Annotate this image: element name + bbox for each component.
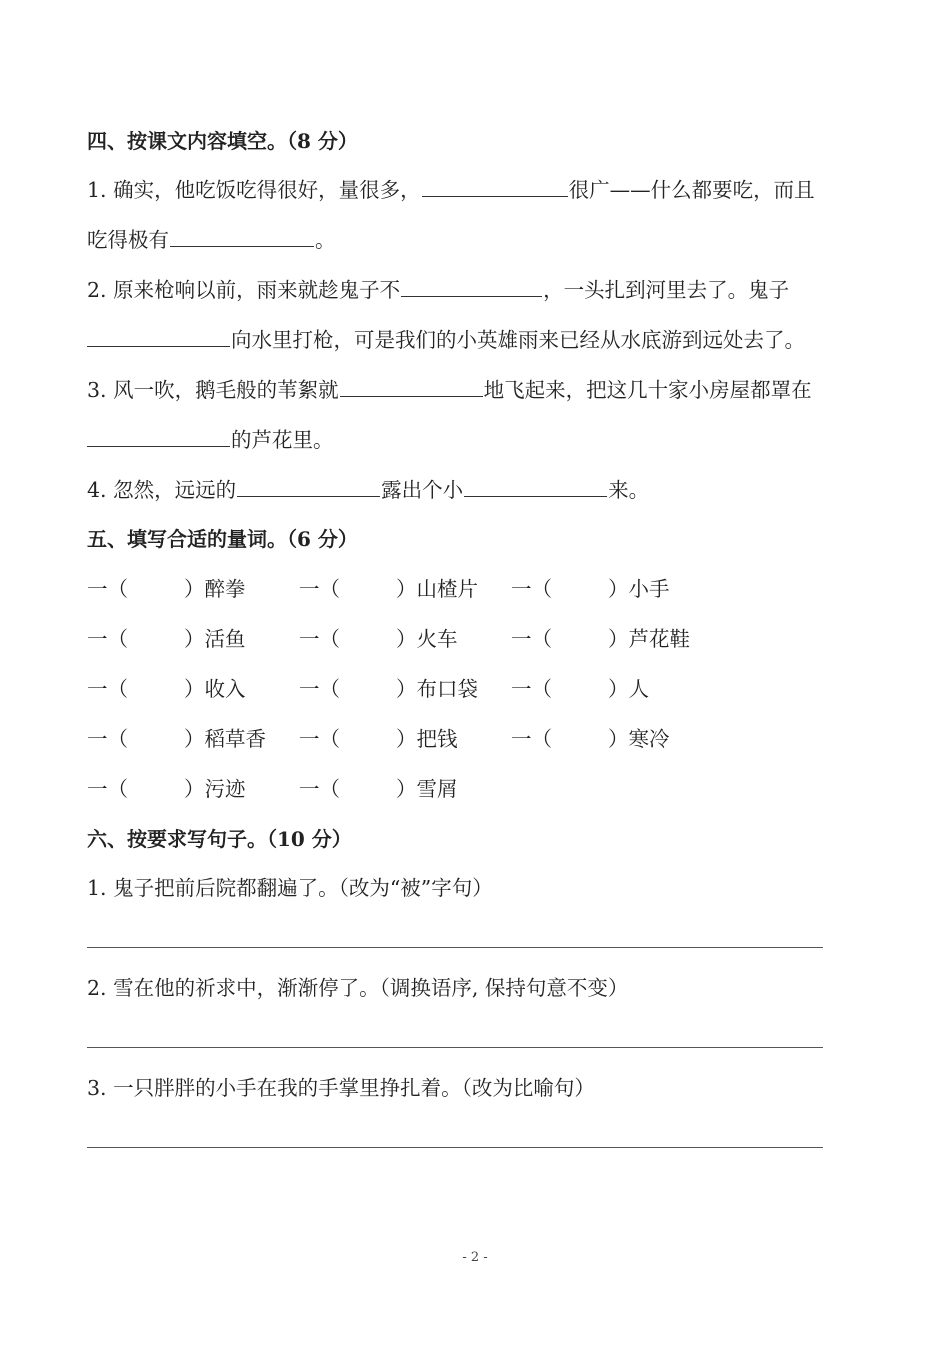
question-4-3-line-1 — [87, 377, 812, 403]
measure-word-item[interactable] — [511, 676, 649, 702]
measure-word-item[interactable] — [511, 626, 690, 652]
mw-noun: 人 — [628, 677, 649, 701]
mw-prefix: 一（ — [87, 677, 128, 701]
question-4-4 — [87, 477, 649, 503]
mw-noun: 小手 — [628, 577, 670, 601]
mw-noun: 雪屑 — [416, 777, 458, 801]
mw-prefix: 一（ — [511, 627, 552, 651]
fill-blank[interactable] — [464, 478, 607, 497]
question-4-2-line-2 — [87, 327, 805, 353]
q4-3-text-b: 地飞起来，把这几十家小房屋都罩在 — [483, 378, 812, 402]
answer-line[interactable] — [87, 947, 823, 948]
q4-4-text-c: 来。 — [608, 478, 650, 502]
mw-close: ） — [608, 627, 629, 651]
q4-4-text-a: 4. 忽然，远远的 — [87, 478, 237, 502]
measure-word-item[interactable] — [511, 726, 670, 752]
measure-word-item[interactable] — [299, 626, 458, 652]
question-4-1-line-1 — [87, 177, 815, 203]
q4-1-text-c: 吃得极有 — [87, 228, 169, 252]
question-6-3: 3. 一只胖胖的小手在我的手掌里挣扎着。（改为比喻句） — [87, 1076, 595, 1100]
mw-close: ） — [184, 777, 205, 801]
fill-blank[interactable] — [422, 178, 568, 197]
mw-noun: 活鱼 — [204, 627, 246, 651]
mw-noun: 稻草香 — [204, 727, 266, 751]
measure-word-item[interactable] — [87, 776, 246, 802]
mw-close: ） — [184, 577, 205, 601]
mw-prefix: 一（ — [87, 577, 128, 601]
mw-close: ） — [396, 677, 417, 701]
question-6-1: 1. 鬼子把前后院都翻遍了。（改为“被”字句） — [87, 876, 493, 900]
measure-word-item[interactable] — [87, 576, 246, 602]
mw-noun: 污迹 — [204, 777, 246, 801]
fill-blank[interactable] — [401, 278, 542, 297]
mw-noun: 寒冷 — [628, 727, 670, 751]
q4-2-text-b: ，一头扎到河里去了。鬼子 — [543, 278, 790, 302]
mw-close: ） — [396, 577, 417, 601]
mw-close: ） — [396, 627, 417, 651]
q4-1-text-a: 1. 确实，他吃饭吃得很好，量很多， — [87, 178, 421, 202]
answer-line[interactable] — [87, 1147, 823, 1148]
mw-prefix: 一（ — [299, 627, 340, 651]
mw-noun: 醉拳 — [204, 577, 246, 601]
fill-blank[interactable] — [237, 478, 380, 497]
mw-noun: 把钱 — [416, 727, 458, 751]
measure-word-item[interactable] — [87, 726, 266, 752]
fill-blank[interactable] — [87, 428, 230, 447]
mw-noun: 布口袋 — [416, 677, 478, 701]
mw-prefix: 一（ — [299, 777, 340, 801]
section-4-heading: 四、按课文内容填空。（8 分） — [87, 129, 358, 153]
mw-close: ） — [608, 677, 629, 701]
q4-3-text-a: 3. 风一吹，鹅毛般的苇絮就 — [87, 378, 339, 402]
mw-prefix: 一（ — [299, 677, 340, 701]
mw-close: ） — [608, 577, 629, 601]
fill-blank[interactable] — [340, 378, 483, 397]
fill-blank[interactable] — [170, 228, 314, 247]
mw-prefix: 一（ — [87, 627, 128, 651]
mw-prefix: 一（ — [511, 577, 552, 601]
measure-word-item[interactable] — [299, 776, 458, 802]
fill-blank[interactable] — [87, 328, 230, 347]
measure-word-item[interactable] — [299, 576, 478, 602]
mw-close: ） — [608, 727, 629, 751]
mw-prefix: 一（ — [299, 577, 340, 601]
question-4-2-line-1 — [87, 277, 789, 303]
mw-prefix: 一（ — [299, 727, 340, 751]
answer-line[interactable] — [87, 1047, 823, 1048]
question-4-1-line-2 — [87, 227, 336, 253]
mw-prefix: 一（ — [87, 777, 128, 801]
question-4-3-line-2 — [87, 427, 334, 453]
q4-4-text-b: 露出个小 — [381, 478, 464, 502]
measure-word-item[interactable] — [511, 576, 670, 602]
measure-word-item[interactable] — [87, 676, 246, 702]
q4-1-text-b: 很广——什么都要吃，而且 — [568, 178, 815, 202]
mw-close: ） — [396, 777, 417, 801]
measure-word-item[interactable] — [299, 676, 478, 702]
mw-noun: 收入 — [204, 677, 246, 701]
measure-word-item[interactable] — [299, 726, 458, 752]
mw-close: ） — [184, 677, 205, 701]
q4-1-text-d: 。 — [315, 228, 336, 252]
mw-noun: 山楂片 — [416, 577, 478, 601]
mw-close: ） — [396, 727, 417, 751]
q4-2-text-c: 向水里打枪，可是我们的小英雄雨来已经从水底游到远处去了。 — [231, 328, 805, 352]
mw-close: ） — [184, 727, 205, 751]
page-number: - 2 - — [462, 1250, 488, 1265]
mw-prefix: 一（ — [87, 727, 128, 751]
q4-2-text-a: 2. 原来枪响以前，雨来就趁鬼子不 — [87, 278, 401, 302]
question-6-2: 2. 雪在他的祈求中，渐渐停了。（调换语序, 保持句意不变） — [87, 976, 629, 1000]
section-6-heading: 六、按要求写句子。（10 分） — [87, 827, 352, 851]
mw-noun: 芦花鞋 — [628, 627, 690, 651]
section-5-heading: 五、填写合适的量词。（6 分） — [87, 527, 358, 551]
mw-prefix: 一（ — [511, 727, 552, 751]
mw-noun: 火车 — [416, 627, 458, 651]
measure-word-item[interactable] — [87, 626, 246, 652]
mw-close: ） — [184, 627, 205, 651]
q4-3-text-c: 的芦花里。 — [231, 428, 334, 452]
mw-prefix: 一（ — [511, 677, 552, 701]
